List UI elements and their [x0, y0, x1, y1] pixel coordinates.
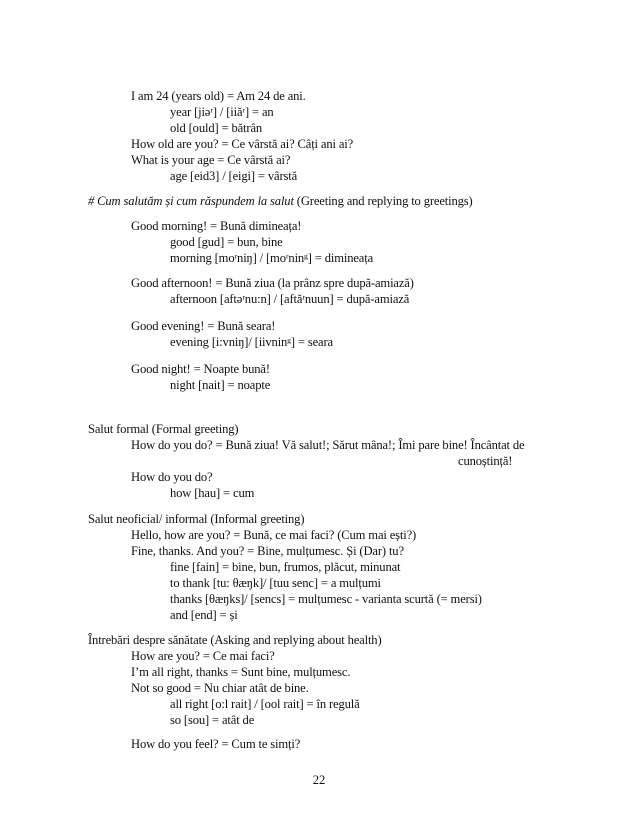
text-line: Not so good = Nu chiar atât de bine.	[131, 681, 309, 695]
section-heading: Întrebări despre sănătate (Asking and replying about health)	[88, 633, 382, 647]
text-line: Fine, thanks. And you? = Bine, mulțumesc. Și (Dar) tu?	[131, 544, 404, 558]
text-line: morning [moʳniŋ] / [moʳninᵍ] = dimineața	[170, 251, 374, 265]
text-line: thanks [θæŋks]/ [sencs] = mulțumesc - varianta scurtă (= mersi)	[170, 592, 482, 606]
text-line: night [nait] = noapte	[170, 378, 271, 392]
section-heading	[88, 194, 473, 209]
text-line: I’m all right, thanks = Sunt bine, mulțumesc.	[131, 665, 351, 679]
text-line: What is your age = Ce vârstă ai?	[131, 153, 291, 167]
text-line-continuation: cunoștință!	[458, 454, 513, 468]
text-line: all right [o:l rait] / [ool rait] = în regulă	[170, 697, 360, 711]
text-line: good [gud] = bun, bine	[170, 235, 283, 249]
text-line: Good evening! = Bună seara!	[131, 319, 276, 333]
text-line: How do you do?	[131, 470, 213, 484]
section-heading-italic: # Cum salutăm și cum răspundem la salut	[88, 194, 294, 208]
text-line: year [jiəʳ] / [iiăʳ] = an	[170, 105, 274, 119]
page-number: 22	[312, 773, 326, 787]
section-heading: Salut formal (Formal greeting)	[88, 422, 239, 436]
text-line: How old are you? = Ce vârstă ai? Câți ani ai?	[131, 137, 354, 151]
text-line: how [hau] = cum	[170, 486, 255, 500]
text-line: Good morning! = Bună dimineața!	[131, 219, 302, 233]
section-heading: Salut neoficial/ informal (Informal greeting)	[88, 512, 305, 526]
text-line: and [end] = și	[170, 608, 238, 622]
text-line: to thank [tu: θæŋk]/ [tuu senc] = a mulțumi	[170, 576, 381, 590]
text-line: I am 24 (years old) = Am 24 de ani.	[131, 89, 306, 103]
text-line: old [ould] = bătrân	[170, 121, 263, 135]
text-line: Good night! = Noapte bună!	[131, 362, 270, 376]
text-line: evening [i:vniŋ]/ [iivninᵍ] = seara	[170, 335, 333, 349]
text-line: so [sou] = atât de	[170, 713, 255, 727]
text-line: age [eid3] / [eigi] = vârstă	[170, 169, 298, 183]
section-heading-translation: (Greeting and replying to greetings)	[293, 194, 473, 208]
text-line: fine [fain] = bine, bun, frumos, plăcut, minunat	[170, 560, 401, 574]
text-line: Good afternoon! = Bună ziua (la prânz spre după-amiază)	[131, 276, 414, 290]
text-line: afternoon [aftəʳnu:n] / [aftăʳnuun] = după-amiază	[170, 292, 410, 306]
text-line: How do you do? = Bună ziua! Vă salut!; Sărut mâna!; Îmi pare bine! Încântat de	[131, 438, 525, 452]
text-line: How are you? = Ce mai faci?	[131, 649, 275, 663]
text-line: How do you feel? = Cum te simți?	[131, 737, 301, 751]
text-line: Hello, how are you? = Bună, ce mai faci? (Cum mai ești?)	[131, 528, 417, 542]
